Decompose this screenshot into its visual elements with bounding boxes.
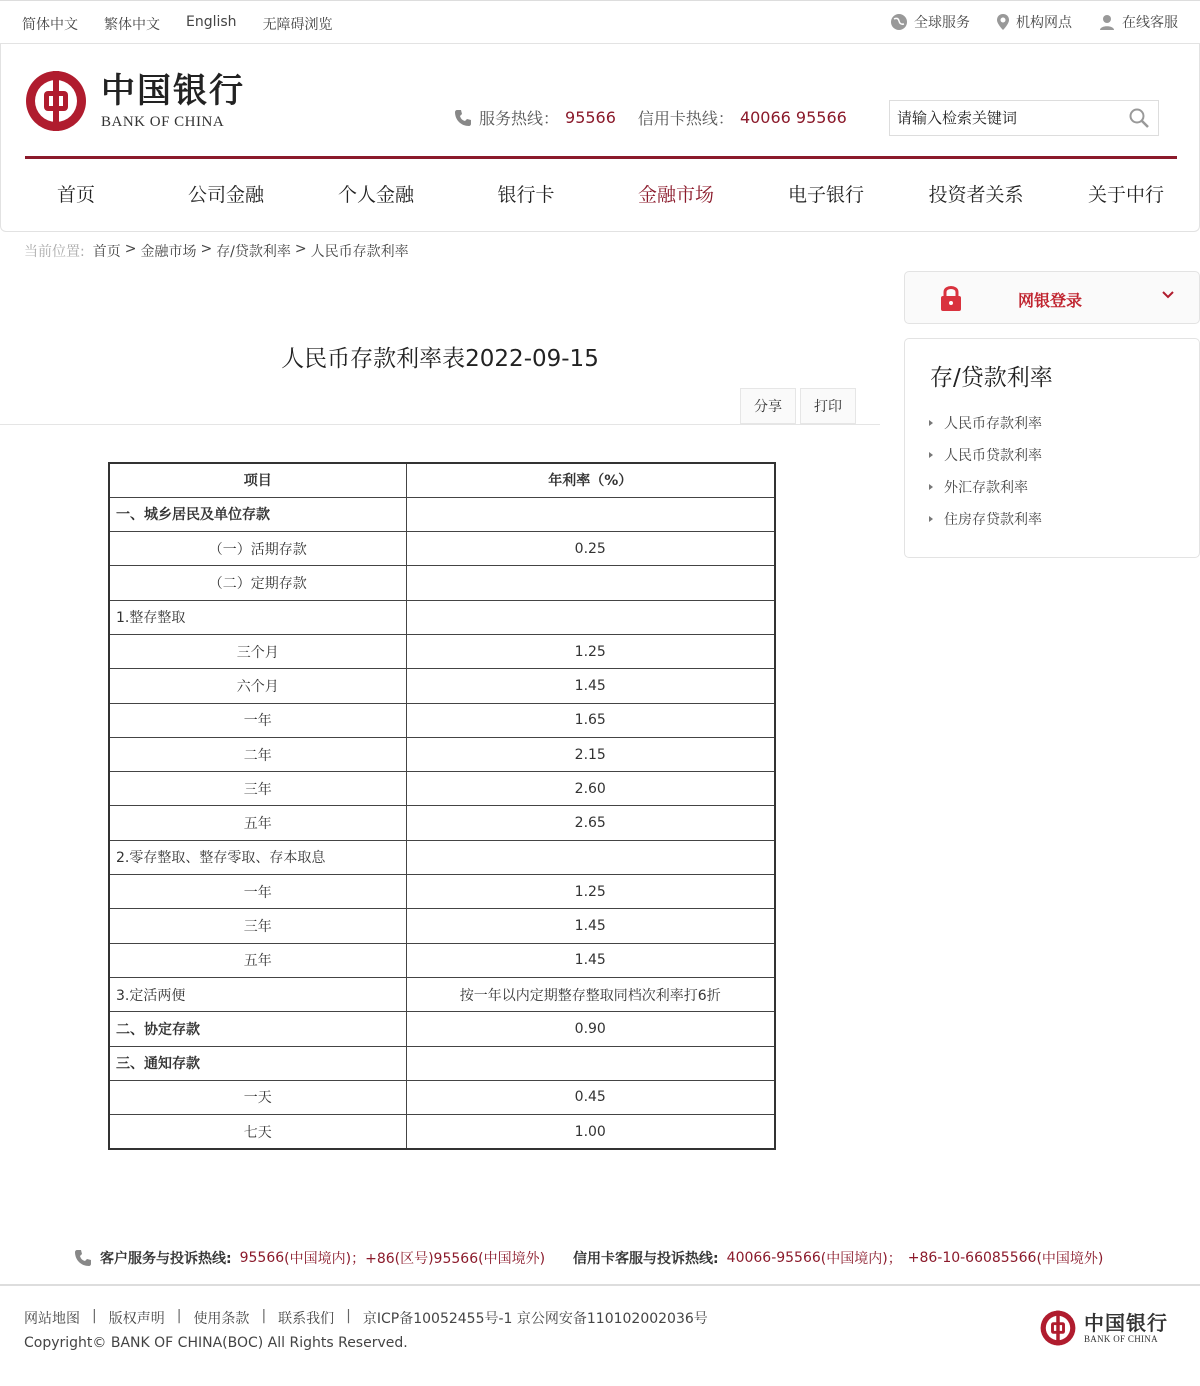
credit-hotline-label: 信用卡热线： [637,109,734,128]
footer-divider [0,1284,1200,1286]
triangle-right-icon [929,484,933,490]
service-hotline-number: 95566 [565,108,616,127]
breadcrumb [24,241,409,261]
cell-item: （一）活期存款 [109,532,406,566]
cell-rate [406,497,775,531]
search-icon[interactable] [1128,107,1150,129]
footer-link-sitemap[interactable]: 网站地图 [24,1311,80,1327]
cell-rate: 1.25 [406,875,775,909]
cell-item: 二年 [109,737,406,771]
lang-traditional[interactable]: 繁体中文 [104,17,160,33]
breadcrumb-sep: > [124,241,137,257]
table-row [109,840,775,874]
cell-item: 三年 [109,909,406,943]
cell-item: 七天 [109,1115,406,1149]
breadcrumb-home[interactable]: 首页 [92,244,121,260]
footer-icp[interactable]: 京ICP备10052455号-1 京公网安备110102002036号 [362,1311,708,1327]
table-header-row [109,463,775,497]
table-row [109,1012,775,1046]
footer-credit-label: 信用卡客服与投诉热线: [573,1251,719,1267]
header-divider [25,156,1177,159]
site-header [0,44,1200,232]
table-row [109,497,775,531]
table-row [109,737,775,771]
cell-rate: 1.65 [406,703,775,737]
breadcrumb-financial-markets[interactable]: 金融市场 [140,244,197,260]
sidebar-item-housing[interactable] [929,503,1042,535]
triangle-right-icon [929,452,933,458]
cell-rate: 0.45 [406,1080,775,1114]
cell-rate: 1.45 [406,943,775,977]
table-row [109,634,775,668]
cell-item: 五年 [109,806,406,840]
breadcrumb-sep: > [294,241,307,257]
cell-rate: 0.90 [406,1012,775,1046]
logo-english: BANK OF CHINA [101,113,225,130]
article-actions [740,388,856,424]
footer-credit-1: 40066-95566 [726,1250,821,1266]
triangle-right-icon [929,420,933,426]
phone-icon [72,1248,94,1268]
cell-item: 二、协定存款 [109,1012,406,1046]
footer-credit-2: +86-10-66085566 [907,1250,1037,1266]
branches-link[interactable] [996,12,1072,32]
bank-logo[interactable] [25,70,245,132]
nav-personal[interactable]: 个人金融 [337,184,414,206]
global-service-link[interactable] [890,12,970,32]
top-links [890,12,1178,32]
language-switcher [22,14,333,34]
cell-rate: 0.25 [406,532,775,566]
footer-logo-chinese: 中国银行 [1084,1311,1168,1335]
branches-label: 机构网点 [1016,15,1072,31]
cell-rate [406,840,775,874]
cell-item: 三个月 [109,634,406,668]
cell-item: 一年 [109,703,406,737]
customer-service-icon [1098,13,1116,31]
credit-hotline-number: 40066 95566 [739,108,847,127]
search-input[interactable] [890,101,1120,135]
cell-item: 3.定活两便 [109,977,406,1011]
footer-hotline-1: 95566 [239,1250,285,1266]
table-row [109,532,775,566]
breadcrumb-sep: > [200,241,213,257]
top-bar [0,0,1200,44]
nav-cards[interactable]: 银行卡 [497,184,555,206]
table-row [109,566,775,600]
footer-credit-1-note: (中国境内)； [820,1251,902,1267]
table-row [109,806,775,840]
service-hotline-label: 服务热线： [479,109,560,128]
triangle-right-icon [929,516,933,522]
footer-links: 网站地图 | 版权声明 | 使用条款 | 联系我们 | 京ICP备10052455号-1 京公网安备110102002036号 [24,1308,708,1327]
table-row [109,943,775,977]
footer-hotline-1-note: (中国境内)； [284,1251,366,1267]
phone-icon [453,108,473,128]
search-box [889,100,1159,136]
accessibility-link[interactable]: 无障碍浏览 [262,17,333,33]
page-title: 人民币存款利率表2022-09-15 [281,346,599,372]
lang-simplified[interactable]: 简体中文 [22,17,78,33]
title-divider [0,424,880,425]
cell-rate: 1.25 [406,634,775,668]
cell-item: 1.整存整取 [109,600,406,634]
service-hotline [453,106,616,129]
share-button[interactable]: 分享 [740,388,796,424]
footer-credit-2-note: (中国境外) [1036,1251,1104,1267]
hotlines [453,106,847,129]
cell-rate: 1.45 [406,669,775,703]
cell-item: 2.零存整取、整存零取、存本取息 [109,840,406,874]
cell-item: 一、城乡居民及单位存款 [109,497,406,531]
cell-rate [406,600,775,634]
table-row [109,1080,775,1114]
column-header-item: 项目 [109,463,406,497]
breadcrumb-current[interactable]: 人民币存款利率 [310,244,409,260]
logo-chinese: 中国银行 [101,70,245,111]
nav-about[interactable]: 关于中行 [1087,184,1164,206]
column-header-rate: 年利率（%） [406,463,775,497]
sidebar-title: 存/贷款利率 [930,365,1053,391]
sidebar-item-label: 人民币存款利率 [944,416,1042,432]
table-row [109,600,775,634]
global-service-label: 全球服务 [914,15,970,31]
chevron-down-icon [1161,290,1175,300]
table-row [109,1115,775,1149]
lang-english[interactable]: English [186,14,237,30]
cell-rate: 1.45 [406,909,775,943]
boc-emblem-icon [25,70,87,132]
ebanking-login-label: 网银登录 [1018,291,1083,310]
nav-corporate[interactable]: 公司金融 [187,184,264,206]
sidebar-links [929,407,1042,535]
breadcrumb-label: 当前位置: [24,244,85,260]
cell-rate: 2.15 [406,737,775,771]
table-row [109,909,775,943]
nav-ebanking[interactable]: 电子银行 [787,184,864,206]
cell-item: 五年 [109,943,406,977]
footer-hotline-2: +86(区号)95566 [365,1251,479,1267]
cell-rate: 1.00 [406,1115,775,1149]
rates-sidebar [904,338,1200,558]
sidebar-item-rmb-loan[interactable] [929,439,1042,471]
cell-rate: 2.65 [406,806,775,840]
sidebar-item-label: 外汇存款利率 [944,480,1028,496]
rate-table [108,462,776,1150]
lock-icon [939,284,963,312]
copyright-text: Copyright© BANK OF CHINA(BOC) All Rights Reserved. [24,1335,408,1351]
cell-rate [406,566,775,600]
cell-item: 一年 [109,875,406,909]
nav-financial-markets[interactable]: 金融市场 [637,184,714,206]
boc-emblem-icon [1040,1310,1076,1346]
ebanking-login[interactable] [904,271,1200,324]
cell-rate [406,1046,775,1080]
sidebar-item-rmb-deposit[interactable] [929,407,1042,439]
cell-rate: 按一年以内定期整存整取同档次利率打6折 [406,977,775,1011]
cell-item: 一天 [109,1080,406,1114]
footer-logo-english: BANK OF CHINA [1084,1334,1158,1344]
cell-item: 六个月 [109,669,406,703]
rate-table-body [109,497,775,1149]
table-row [109,977,775,1011]
footer-hotlines [72,1248,1103,1268]
location-pin-icon [996,13,1010,31]
print-button[interactable]: 打印 [800,388,856,424]
footer-link-contact[interactable]: 联系我们 [278,1311,335,1327]
table-row [109,703,775,737]
cell-item: 三、通知存款 [109,1046,406,1080]
sidebar-item-label: 住房存贷款利率 [944,512,1042,528]
table-row [109,1046,775,1080]
footer-link-copyright[interactable]: 版权声明 [108,1311,165,1327]
nav-investor-relations[interactable]: 投资者关系 [928,184,1024,206]
table-row [109,669,775,703]
sidebar-item-fx-deposit[interactable] [929,471,1042,503]
breadcrumb-rates[interactable]: 存/贷款利率 [216,244,291,260]
table-row [109,875,775,909]
online-service-link[interactable] [1098,12,1178,32]
cell-rate: 2.60 [406,772,775,806]
cell-item: （二）定期存款 [109,566,406,600]
cell-item: 三年 [109,772,406,806]
footer-logo [1040,1310,1168,1346]
globe-icon [890,13,908,31]
credit-hotline [638,106,847,129]
main-nav [1,180,1200,207]
online-service-label: 在线客服 [1122,15,1178,31]
table-row [109,772,775,806]
sidebar-item-label: 人民币贷款利率 [944,448,1042,464]
nav-home[interactable]: 首页 [56,184,95,206]
footer-link-terms[interactable]: 使用条款 [193,1311,250,1327]
footer-hotline-label: 客户服务与投诉热线: [100,1251,232,1267]
footer-hotline-2-note: (中国境外) [478,1251,546,1267]
